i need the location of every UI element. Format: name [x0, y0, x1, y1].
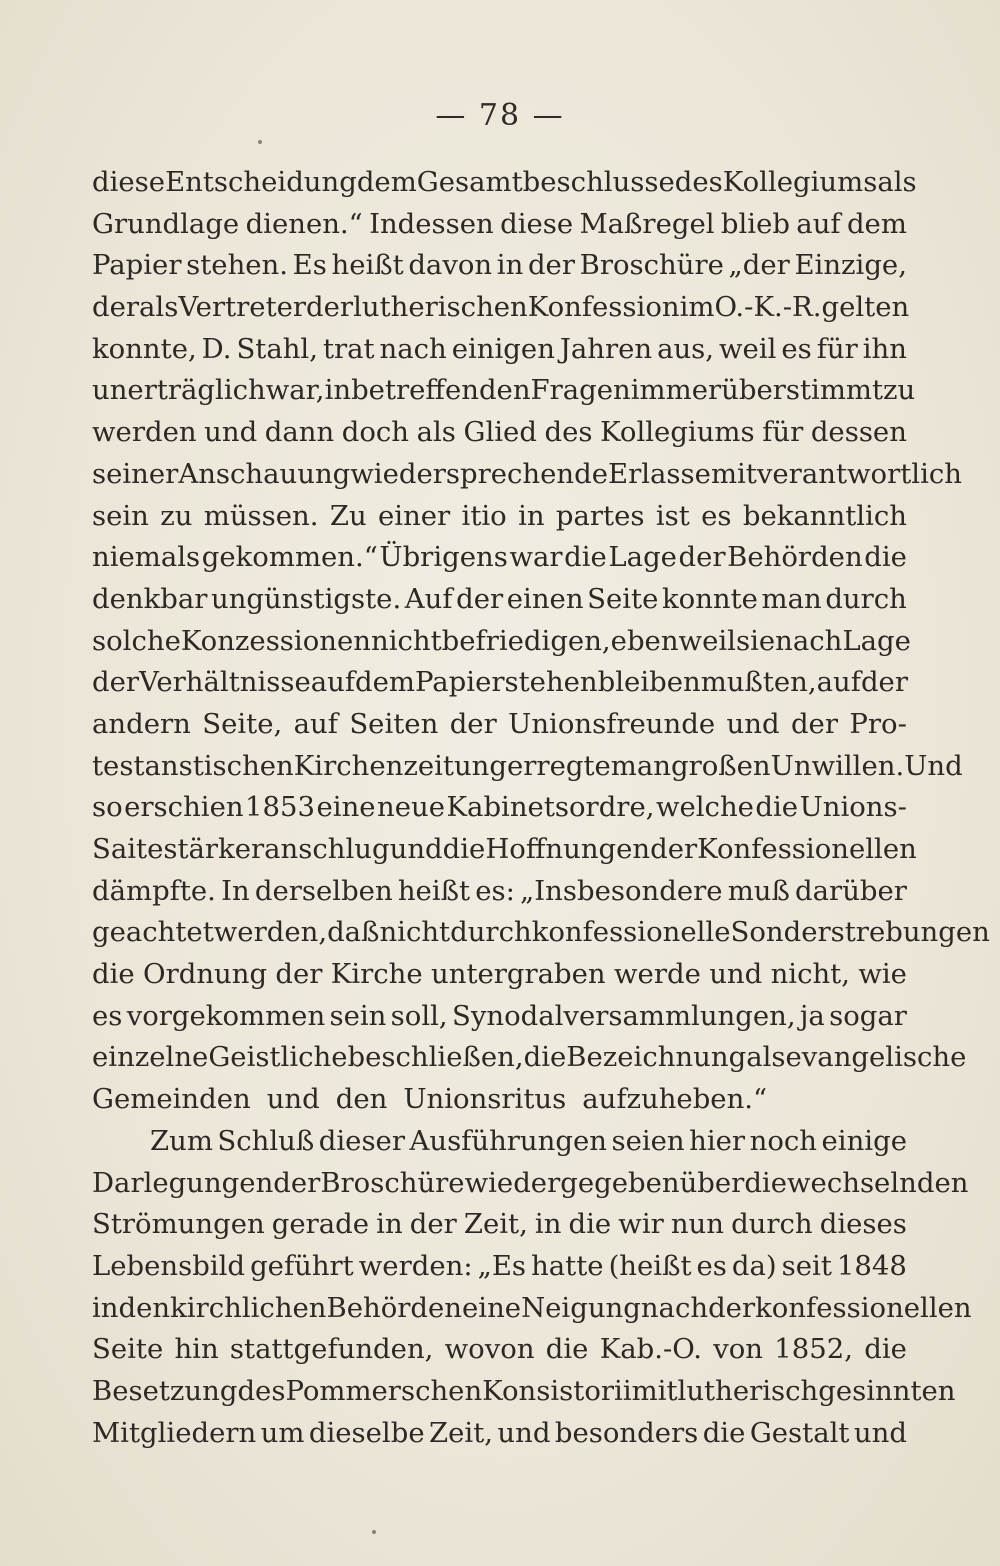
- word: Schluß: [217, 1124, 315, 1157]
- word: einen: [506, 582, 584, 615]
- word: der: [306, 291, 354, 324]
- word: des: [544, 416, 593, 449]
- word: heißt: [397, 874, 471, 907]
- text-line: [92, 287, 910, 329]
- word: in: [324, 374, 352, 407]
- word: und: [389, 833, 443, 865]
- word: Gesamtbeschlusse: [416, 166, 675, 198]
- word: In: [221, 874, 250, 907]
- word: nach: [775, 624, 843, 657]
- text-line: [92, 329, 907, 371]
- word: der: [527, 249, 575, 282]
- word: geachtet: [92, 916, 214, 949]
- text-line: [92, 412, 907, 454]
- word: muß: [727, 874, 790, 907]
- word: werden: [92, 416, 197, 449]
- word: Anschauung: [178, 457, 351, 490]
- word: großen: [670, 749, 771, 782]
- word: Einzige,: [794, 249, 907, 282]
- word: weil: [719, 332, 777, 365]
- word: Erlasse: [608, 457, 711, 490]
- word: auf: [816, 666, 861, 699]
- word: es:: [475, 874, 515, 907]
- word: wiedergegeben: [464, 1166, 680, 1199]
- word: einzelne: [92, 1041, 209, 1074]
- word: Seite: [92, 1333, 164, 1366]
- word: Unions-: [799, 791, 907, 824]
- word: bekanntlich: [742, 499, 907, 532]
- word: Entscheidung: [165, 166, 357, 198]
- word: mußten,: [700, 666, 817, 699]
- word: daß: [327, 916, 380, 949]
- word: blieb: [720, 207, 790, 240]
- word: lutherisch: [677, 1374, 819, 1407]
- word: seiner: [92, 457, 179, 490]
- text-line: [92, 787, 907, 829]
- word: Pro-: [849, 707, 907, 740]
- word: dieselbe: [308, 1416, 425, 1449]
- text-line: [92, 204, 907, 246]
- word: betreffenden: [351, 374, 531, 407]
- word: Zu: [329, 499, 367, 532]
- word: eine: [462, 1291, 522, 1324]
- word: der: [456, 582, 504, 615]
- word: als: [416, 416, 456, 449]
- word: Ausführungen: [409, 1124, 607, 1157]
- word: konfessionellen: [755, 1291, 972, 1324]
- word: einige: [821, 1124, 907, 1157]
- word: wiedersprechende: [350, 457, 609, 490]
- word: niemals: [92, 541, 201, 574]
- word: wovon: [444, 1333, 535, 1366]
- word: Kirchenzeitung: [293, 749, 507, 782]
- word: doch: [341, 416, 410, 449]
- word: die: [92, 958, 135, 991]
- word: durch: [450, 916, 532, 949]
- word: der: [650, 833, 698, 865]
- word: um: [260, 1416, 305, 1449]
- word: wechselnden: [787, 1166, 969, 1199]
- text-line: [92, 871, 907, 913]
- word: Und: [904, 749, 963, 782]
- word: durch: [731, 1208, 813, 1241]
- word: in: [518, 499, 545, 532]
- word: Indessen: [369, 207, 494, 240]
- word: mit: [631, 1374, 678, 1407]
- word: Seiten: [349, 707, 439, 740]
- word: des: [237, 1374, 286, 1407]
- word: Unionsfreunde: [508, 707, 716, 740]
- word: befriedigen,: [441, 624, 611, 657]
- word: sie: [735, 624, 776, 657]
- word: als: [139, 291, 179, 324]
- word: Gestalt: [749, 1416, 850, 1449]
- text-line: [92, 1288, 972, 1330]
- word: ihn: [862, 332, 907, 365]
- word: über: [679, 1166, 745, 1199]
- text-line: [92, 454, 962, 496]
- word: Ordnung: [143, 958, 268, 991]
- word: sogar: [829, 999, 907, 1032]
- word: vorgekommen: [126, 999, 326, 1032]
- word: werden:: [358, 1249, 473, 1282]
- word: 1852,: [774, 1333, 853, 1366]
- word: untergraben: [431, 958, 606, 991]
- word: der: [678, 541, 726, 574]
- word: Konsistorii: [482, 1374, 632, 1407]
- word: Seite: [587, 582, 659, 615]
- word: der: [409, 1208, 457, 1241]
- text-line: [92, 1246, 907, 1288]
- word: bleiben: [597, 666, 701, 699]
- word: der: [92, 291, 140, 324]
- word: andern: [92, 707, 191, 740]
- word: den: [118, 1291, 171, 1324]
- word: noch: [749, 1124, 817, 1157]
- word: in: [496, 249, 524, 282]
- word: Kab.-O.: [599, 1333, 702, 1366]
- word: partes: [555, 499, 645, 532]
- word: Sonderstrebungen: [730, 916, 990, 949]
- word: dem: [356, 166, 417, 198]
- word: stärker: [163, 833, 265, 865]
- word: die: [442, 833, 486, 865]
- word: derselben: [254, 874, 393, 907]
- word: Unionsritus: [403, 1083, 567, 1116]
- word: hin: [174, 1333, 219, 1366]
- word: Grundlage: [92, 207, 240, 240]
- word: verantwortlich: [756, 457, 962, 490]
- word: Behörden: [727, 541, 863, 574]
- word: stehen: [504, 666, 598, 699]
- word: da): [731, 1249, 777, 1282]
- word: solche: [92, 624, 181, 657]
- word: diese: [92, 166, 166, 198]
- word: stehen.: [186, 249, 289, 282]
- word: Konzessionen: [180, 624, 371, 657]
- paper-speck: [258, 140, 262, 144]
- word: neue: [377, 791, 446, 824]
- word: Geistliche: [208, 1041, 348, 1074]
- word: Konfession: [527, 291, 680, 324]
- text-line: [92, 1121, 907, 1163]
- word: einigen: [451, 332, 555, 365]
- word: konfessionelle: [531, 916, 731, 949]
- word: „Es: [477, 1249, 527, 1282]
- word: Unwillen.: [770, 749, 905, 782]
- text-line: [92, 704, 907, 746]
- word: 1848: [836, 1249, 907, 1282]
- word: geführt: [250, 1249, 354, 1282]
- word: Verhältnisse: [139, 666, 311, 699]
- word: und: [709, 958, 763, 991]
- word: Kollegiums: [600, 416, 755, 449]
- word: Zeit,: [429, 1416, 493, 1449]
- word: die: [755, 791, 799, 824]
- word: Besetzung: [92, 1374, 238, 1407]
- word: werde: [614, 958, 701, 991]
- word: Neigung: [521, 1291, 641, 1324]
- word: auf: [310, 666, 356, 699]
- word: dessen: [810, 416, 907, 449]
- word: werden,: [213, 916, 328, 949]
- word: nicht: [379, 916, 451, 949]
- word: besonders: [554, 1416, 699, 1449]
- word: der: [92, 666, 140, 699]
- word: so: [92, 791, 123, 824]
- word: durch: [825, 582, 907, 615]
- word: evangelische: [785, 1041, 967, 1074]
- word: trat: [322, 332, 375, 365]
- word: die: [864, 1333, 907, 1366]
- word: davon: [408, 249, 493, 282]
- word: war: [509, 541, 563, 574]
- word: Synodalversammlungen,: [451, 999, 796, 1032]
- word: gesinnten: [818, 1374, 956, 1407]
- word: erschien: [124, 791, 244, 824]
- word: es: [696, 1249, 727, 1282]
- text-line: [92, 746, 963, 788]
- word: Es: [292, 249, 327, 282]
- word: nach: [379, 332, 447, 365]
- word: des: [674, 166, 723, 198]
- word: Kirche: [330, 958, 423, 991]
- word: der: [708, 1291, 756, 1324]
- text-line: [92, 1079, 907, 1121]
- text-line: [92, 537, 907, 579]
- text-line: [92, 245, 907, 287]
- word: und: [266, 1083, 320, 1116]
- word: denkbar: [92, 582, 208, 615]
- word: Kollegiums: [722, 166, 878, 198]
- word: dem: [846, 207, 907, 240]
- word: Broschüre: [320, 1166, 465, 1199]
- text-line: [92, 1204, 907, 1246]
- word: ist: [655, 499, 690, 532]
- word: Darlegungen: [92, 1166, 274, 1199]
- word: 1853: [245, 791, 316, 824]
- word: Lage: [842, 624, 911, 657]
- word: immer: [630, 374, 722, 407]
- text-line: [92, 162, 917, 204]
- word: wir: [618, 1208, 664, 1241]
- text-line: [92, 996, 907, 1038]
- word: Lage: [608, 541, 677, 574]
- word: ja: [799, 999, 825, 1032]
- word: dem: [355, 666, 416, 699]
- word: welche: [655, 791, 754, 824]
- word: die: [744, 1166, 788, 1199]
- word: Zeit,: [463, 1208, 528, 1241]
- word: dieses: [819, 1208, 907, 1241]
- word: wie: [858, 958, 907, 991]
- word: heißt: [331, 249, 404, 282]
- word: man: [610, 749, 671, 782]
- word: in: [376, 1208, 403, 1241]
- text-line: [92, 829, 917, 871]
- word: Saite: [92, 833, 164, 865]
- word: D.: [201, 332, 232, 365]
- text-line: [92, 579, 907, 621]
- word: der: [273, 1166, 321, 1199]
- text-line: [92, 662, 907, 704]
- word: Auf: [404, 582, 453, 615]
- word: man: [761, 582, 822, 615]
- word: zu: [160, 499, 193, 532]
- word: gelten: [821, 291, 910, 324]
- word: O.-K.-R.: [714, 291, 822, 324]
- word: und: [497, 1416, 551, 1449]
- word: Maßregel: [579, 207, 715, 240]
- word: war,: [265, 374, 325, 407]
- word: hier: [689, 1124, 746, 1157]
- word: Behörden: [326, 1291, 463, 1324]
- word: Zum: [150, 1124, 213, 1157]
- text-line: [92, 496, 907, 538]
- word: seien: [611, 1124, 685, 1157]
- word: nicht: [370, 624, 442, 657]
- word: in: [534, 1208, 562, 1241]
- word: und: [853, 1416, 907, 1449]
- word: Papier: [415, 666, 505, 699]
- body-text: [92, 162, 990, 1454]
- word: Papier: [92, 249, 182, 282]
- text-line: [92, 1037, 967, 1079]
- word: dämpfte.: [92, 874, 216, 907]
- word: es: [92, 999, 123, 1032]
- word: gekommen.“: [201, 541, 378, 574]
- word: der: [275, 958, 323, 991]
- page-number: — 78 —: [435, 98, 565, 133]
- word: soll,: [390, 999, 448, 1032]
- word: aufzuheben.“: [582, 1083, 768, 1116]
- word: konnte,: [92, 332, 197, 365]
- word: nicht,: [770, 958, 850, 991]
- word: stattgefunden,: [229, 1333, 434, 1366]
- word: die: [545, 1333, 589, 1366]
- word: die: [702, 1416, 746, 1449]
- word: Glied: [463, 416, 537, 449]
- word: Konfessionellen: [697, 833, 917, 865]
- word: dann: [264, 416, 335, 449]
- word: mit: [710, 457, 757, 490]
- word: sein: [92, 499, 149, 532]
- word: die: [864, 541, 907, 574]
- word: Hoffnungen: [485, 833, 651, 865]
- text-line: [92, 1371, 956, 1413]
- word: im: [679, 291, 715, 324]
- word: die: [523, 1041, 567, 1074]
- word: testanstischen: [92, 749, 294, 782]
- text-line: [92, 1163, 969, 1205]
- word: Jahren: [559, 332, 653, 365]
- word: und: [204, 416, 258, 449]
- word: einer: [378, 499, 451, 532]
- word: Pommerschen: [285, 1374, 483, 1407]
- word: dienen.“: [245, 207, 363, 240]
- word: auf: [293, 707, 338, 740]
- word: müssen.: [203, 499, 319, 532]
- word: beschließen,: [347, 1041, 524, 1074]
- word: Vertreter: [178, 291, 307, 324]
- word: anschlug: [264, 833, 390, 865]
- paper-speck: [372, 1530, 376, 1534]
- word: kirchlichen: [170, 1291, 327, 1324]
- word: seit: [781, 1249, 832, 1282]
- word: lutherischen: [353, 291, 528, 324]
- word: erregte: [507, 749, 611, 782]
- word: der: [790, 707, 838, 740]
- word: unerträglich: [92, 374, 266, 407]
- word: für: [762, 416, 804, 449]
- word: Broschüre: [579, 249, 724, 282]
- word: es: [781, 332, 812, 365]
- text-line: [92, 954, 907, 996]
- word: Seite,: [202, 707, 283, 740]
- word: „Insbesondere: [520, 874, 723, 907]
- word: Lebensbild: [92, 1249, 246, 1282]
- word: gerade: [271, 1208, 370, 1241]
- word: „der: [728, 249, 790, 282]
- word: aus,: [657, 332, 715, 365]
- word: dieser: [318, 1124, 405, 1157]
- word: als: [746, 1041, 786, 1074]
- word: Strömungen: [92, 1208, 265, 1241]
- word: Mitgliedern: [92, 1416, 257, 1449]
- word: nun: [670, 1208, 724, 1241]
- word: die: [568, 1208, 612, 1241]
- word: Bezeichnung: [566, 1041, 747, 1074]
- word: Kabinetsordre,: [446, 791, 655, 824]
- word: der: [449, 707, 497, 740]
- word: auf: [796, 207, 841, 240]
- word: den: [335, 1083, 388, 1116]
- text-line: [92, 1413, 907, 1455]
- word: konnte: [661, 582, 758, 615]
- text-line: [92, 621, 911, 663]
- word: der: [860, 666, 908, 699]
- word: von: [713, 1333, 764, 1366]
- word: überstimmt: [721, 374, 884, 407]
- text-line: [92, 370, 916, 412]
- word: nach: [640, 1291, 709, 1324]
- word: sein: [329, 999, 387, 1032]
- word: und: [726, 707, 780, 740]
- word: (heißt: [608, 1249, 692, 1282]
- word: ungünstigste.: [211, 582, 402, 615]
- word: die: [564, 541, 607, 574]
- word: hatte: [531, 1249, 604, 1282]
- word: itio: [461, 499, 507, 532]
- word: Fragen: [530, 374, 631, 407]
- word: Gemeinden: [92, 1083, 251, 1116]
- text-line: [92, 912, 990, 954]
- word: es: [701, 499, 732, 532]
- word: eine: [316, 791, 376, 824]
- word: als: [877, 166, 917, 198]
- word: für: [816, 332, 858, 365]
- word: in: [92, 1291, 119, 1324]
- word: eben: [610, 624, 679, 657]
- word: diese: [500, 207, 574, 240]
- word: zu: [883, 374, 916, 407]
- text-line: [92, 1329, 907, 1371]
- word: Stahl,: [236, 332, 318, 365]
- word: darüber: [795, 874, 907, 907]
- word: weil: [678, 624, 736, 657]
- word: Übrigens: [379, 541, 508, 574]
